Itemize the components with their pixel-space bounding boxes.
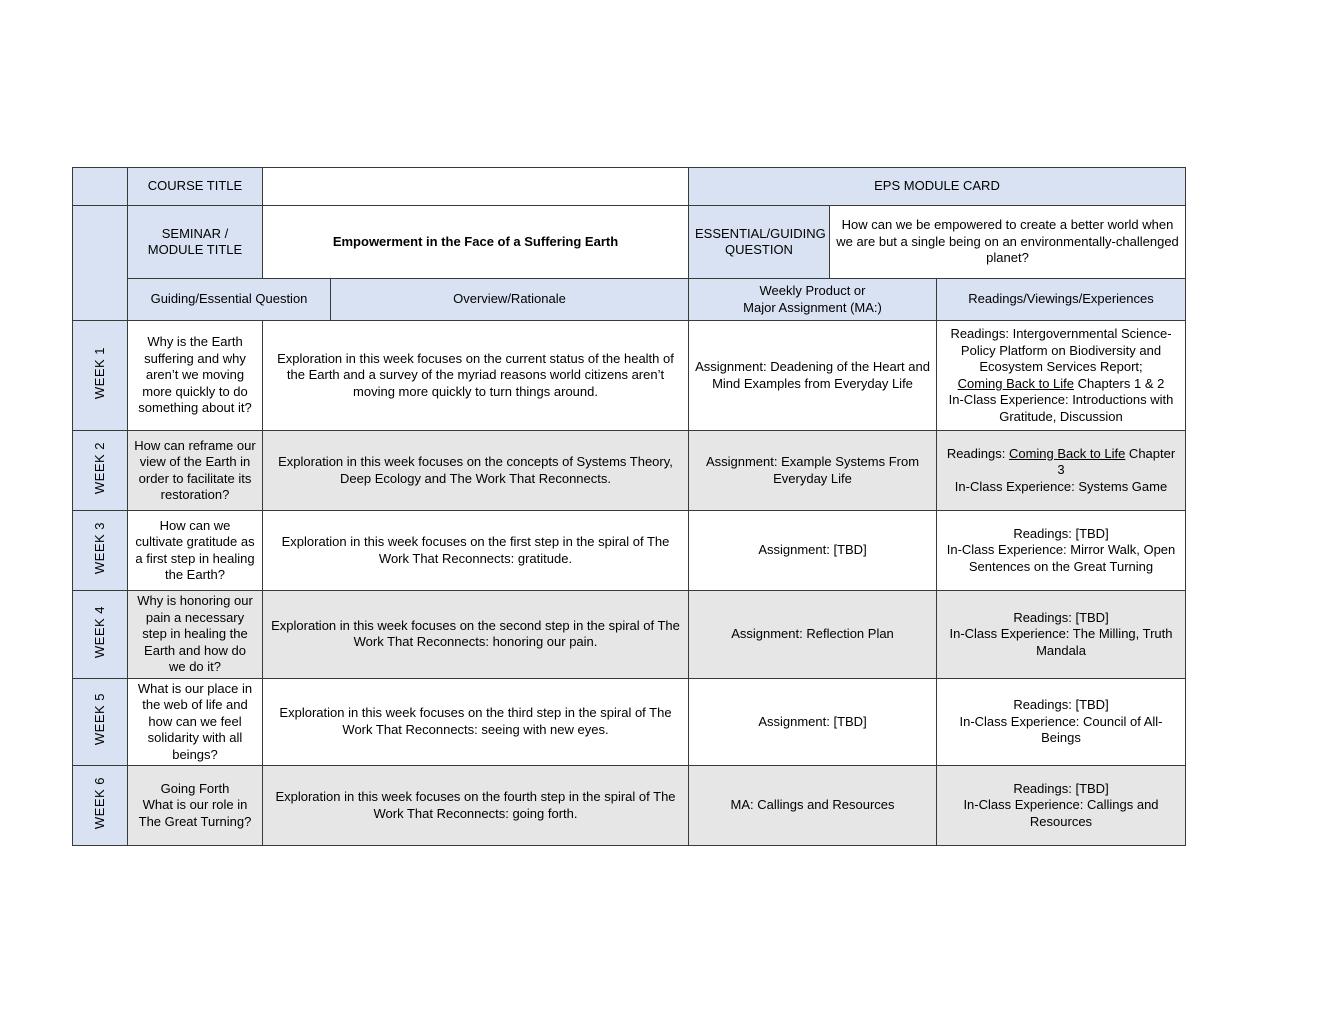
week-assignment: Assignment: Reflection Plan	[689, 591, 937, 679]
week-question-text: What is our role in The Great Turning?	[138, 797, 252, 829]
module-title-value: Empowerment in the Face of a Suffering Earth	[263, 206, 689, 279]
week-overview: Exploration in this week focuses on the current status of the health of the Earth and a survey of the myriad reasons world citizens aren’t moving more quickly to turn things around.	[263, 321, 689, 431]
week-row	[73, 678, 1186, 766]
column-header-row	[73, 279, 1186, 321]
readings-line: Readings: [TBD]	[1013, 525, 1109, 541]
week-readings	[937, 766, 1186, 846]
readings-book-title: Coming Back to Life	[957, 375, 1074, 391]
week-overview: Exploration in this week focuses on the third step in the spiral of The Work That Reconnects: seeing with new eyes.	[263, 678, 689, 766]
course-title-value	[263, 168, 689, 206]
week-label-cell	[73, 511, 128, 591]
week-question-title: Going Forth	[160, 780, 230, 796]
week-label: WEEK 5	[91, 693, 107, 746]
week-label-cell	[73, 678, 128, 766]
readings-book-title: Coming Back to Life	[1008, 445, 1126, 461]
readings-experience: In-Class Experience: Systems Game	[954, 478, 1168, 494]
week-row	[73, 511, 1186, 591]
week-readings	[937, 431, 1186, 511]
col-header-product-line1: Weekly Product or	[759, 283, 866, 298]
week-label-cell	[73, 591, 128, 679]
week-overview: Exploration in this week focuses on the first step in the spiral of The Work That Reconnects: gratitude.	[263, 511, 689, 591]
week-question: Why is the Earth suffering and why aren’t we moving more quickly to do something about it?	[128, 321, 263, 431]
left-spacer-cell	[73, 206, 128, 321]
readings-experience: In-Class Experience: The Milling, Truth Mandala	[949, 626, 1173, 658]
readings-line: Readings: [TBD]	[1013, 780, 1109, 796]
week-label-cell	[73, 321, 128, 431]
week-overview: Exploration in this week focuses on the second step in the spiral of The Work That Reconnects: honoring our pain.	[263, 591, 689, 679]
week-assignment: MA: Callings and Resources	[689, 766, 937, 846]
module-card-table	[72, 167, 1186, 846]
col-header-product-line2: Major Assignment (MA:)	[743, 299, 882, 315]
week-readings	[937, 678, 1186, 766]
week-question: How can reframe our view of the Earth in order to facilitate its restoration?	[128, 431, 263, 511]
week-question: Why is honoring our pain a necessary step in healing the Earth and how do we do it?	[128, 591, 263, 679]
course-title-label: COURSE TITLE	[128, 168, 263, 206]
week-readings	[937, 511, 1186, 591]
readings-experience: In-Class Experience: Callings and Resources	[963, 797, 1159, 829]
readings-book-chapters: Chapters 1 & 2	[1074, 375, 1165, 391]
col-header-readings: Readings/Viewings/Experiences	[937, 279, 1186, 321]
readings-book-chapters: Chapter 3	[1057, 445, 1176, 478]
week-row	[73, 321, 1186, 431]
week-overview: Exploration in this week focuses on the fourth step in the spiral of The Work That Reconnects: going forth.	[263, 766, 689, 846]
week-question: How can we cultivate gratitude as a first step in healing the Earth?	[128, 511, 263, 591]
week-label: WEEK 3	[91, 522, 107, 575]
week-question: What is our place in the web of life and how can we feel solidarity with all beings?	[128, 678, 263, 766]
readings-intro: Readings: Intergovernmental Science-Policy Platform on Biodiversity and Ecosystem Services Report;	[950, 326, 1172, 374]
week-label: WEEK 2	[91, 442, 107, 495]
week-label-cell	[73, 766, 128, 846]
readings-experience: In-Class Experience: Mirror Walk, Open Sentences on the Great Turning	[946, 542, 1176, 574]
week-label: WEEK 4	[91, 605, 107, 659]
week-label-cell	[73, 431, 128, 511]
week-assignment: Assignment: Deadening of the Heart and Mind Examples from Everyday Life	[689, 321, 937, 431]
module-row	[73, 206, 1186, 279]
week-question	[128, 766, 263, 846]
header-row	[73, 168, 1186, 206]
week-row	[73, 431, 1186, 511]
essential-question-value: How can we be empowered to create a better world when we are but a single being on an environmentally-challenged planet?	[830, 206, 1186, 279]
col-header-overview: Overview/Rationale	[331, 279, 689, 321]
card-label: EPS MODULE CARD	[689, 168, 1186, 206]
week-label: WEEK 6	[91, 777, 107, 830]
col-header-guiding: Guiding/Essential Question	[128, 279, 331, 321]
week-row	[73, 591, 1186, 679]
module-title-label: SEMINAR / MODULE TITLE	[128, 206, 263, 279]
week-assignment: Assignment: [TBD]	[689, 511, 937, 591]
readings-experience: In-Class Experience: Council of All-Beings	[959, 713, 1163, 745]
readings-experience: In-Class Experience: Introductions with Gratitude, Discussion	[948, 392, 1174, 424]
corner-cell	[73, 168, 128, 206]
col-header-product	[689, 279, 937, 321]
week-row	[73, 766, 1186, 846]
readings-intro: Readings:	[946, 445, 1009, 461]
essential-question-label: ESSENTIAL/GUIDING QUESTION	[689, 206, 830, 279]
week-overview: Exploration in this week focuses on the concepts of Systems Theory, Deep Ecology and The Work That Reconnects.	[263, 431, 689, 511]
week-readings	[937, 591, 1186, 679]
week-assignment: Assignment: [TBD]	[689, 678, 937, 766]
readings-line: Readings: [TBD]	[1013, 609, 1109, 625]
week-readings	[937, 321, 1186, 431]
week-label: WEEK 1	[91, 347, 107, 400]
week-assignment: Assignment: Example Systems From Everyday Life	[689, 431, 937, 511]
readings-line: Readings: [TBD]	[1013, 697, 1109, 712]
